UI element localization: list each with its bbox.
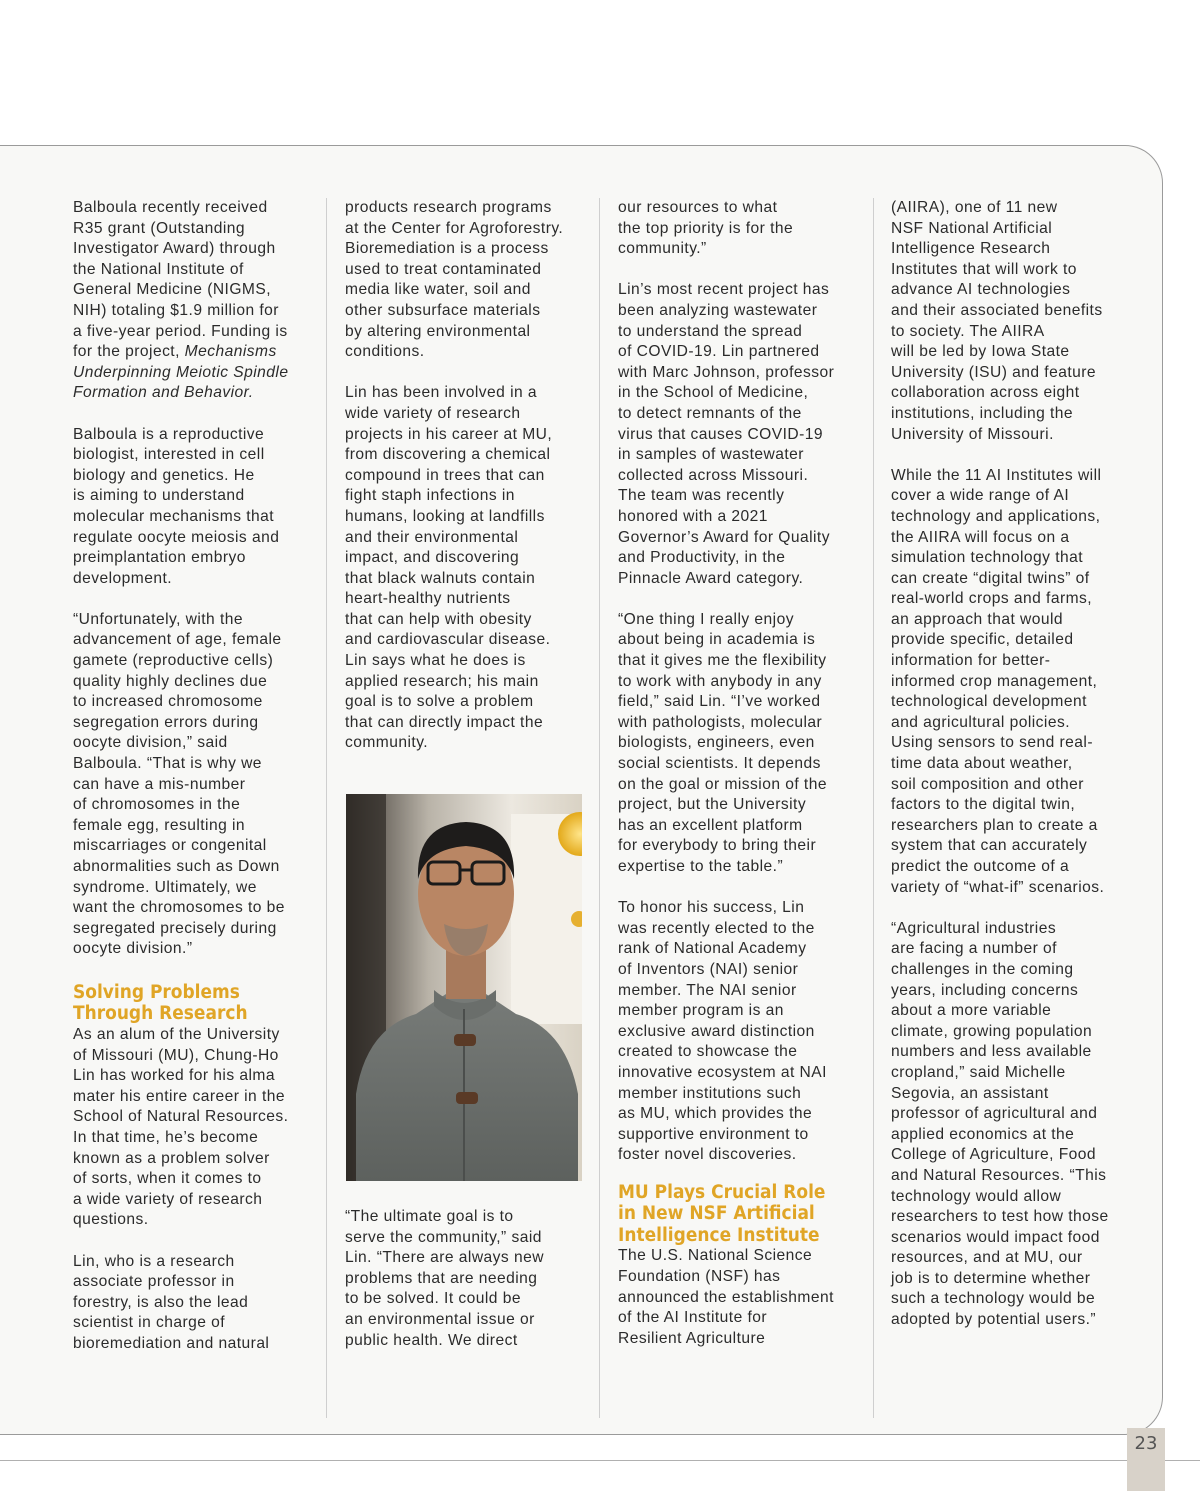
- text-line: and Natural Resources. “This: [891, 1166, 1107, 1184]
- text-line: job is to determine whether: [891, 1269, 1091, 1287]
- text-line: resources, and at MU, our: [891, 1249, 1083, 1267]
- text-line: real-world crops and farms,: [891, 590, 1093, 608]
- text-line: variety of “what-if” scenarios.: [891, 878, 1105, 896]
- text-line: for everybody to bring their: [618, 837, 817, 855]
- text-line: member. The NAI senior: [618, 981, 797, 999]
- text-line: advance AI technologies: [891, 281, 1071, 299]
- text-line: collaboration across eight: [891, 384, 1080, 402]
- text-line: for the project, Mechanisms: [73, 343, 277, 361]
- text-line: an approach that would: [891, 610, 1064, 628]
- text-line: announced the establishment: [618, 1288, 834, 1306]
- text-line: Pinnacle Award category.: [618, 569, 804, 587]
- text-line: conditions.: [345, 343, 425, 361]
- text-line: products research programs: [345, 199, 552, 216]
- section-heading: Solving Problems Through Research: [73, 981, 248, 1025]
- text-line: College of Agriculture, Food: [891, 1146, 1097, 1164]
- text-line: Institutes that will work to: [891, 260, 1077, 278]
- column-divider: [326, 198, 327, 1418]
- text-line: biologist, interested in cell: [73, 446, 265, 464]
- text-line: associate professor in: [73, 1273, 235, 1291]
- text-line: Lin has worked for his alma: [73, 1067, 275, 1085]
- text-line: wide variety of research: [345, 404, 521, 422]
- text-line: Lin has been involved in a: [345, 384, 538, 402]
- text-line: by altering environmental: [345, 322, 531, 340]
- text-line: molecular mechanisms that: [73, 507, 275, 525]
- text-line: Investigator Award) through: [73, 240, 276, 258]
- text-line: with pathologists, molecular: [618, 713, 823, 731]
- text-line: technology would allow: [891, 1187, 1062, 1205]
- text-line: has an excellent platform: [618, 816, 803, 834]
- text-line: of Missouri (MU), Chung-Ho: [73, 1046, 279, 1064]
- text-line: segregation errors during: [73, 713, 259, 731]
- text-line: innovative ecosystem at NAI: [618, 1063, 827, 1081]
- text-line: Balboula recently received: [73, 199, 268, 216]
- text-line: at the Center for Agroforestry.: [345, 219, 564, 237]
- page-number: 23: [1134, 1433, 1158, 1454]
- text-line: “The ultimate goal is to: [345, 1208, 514, 1225]
- text-line: applied economics at the: [891, 1125, 1075, 1143]
- paragraph: [345, 383, 585, 754]
- text-line: provide specific, detailed: [891, 631, 1074, 649]
- text-line: Governor’s Award for Quality: [618, 528, 830, 546]
- text-line: of sorts, when it comes to: [73, 1170, 262, 1188]
- text-line: numbers and less available: [891, 1043, 1092, 1061]
- text-line: simulation technology that: [891, 549, 1084, 567]
- text-line: While the 11 AI Institutes will: [891, 466, 1102, 484]
- text-line: supportive environment to: [618, 1125, 809, 1143]
- text-line: to understand the spread: [618, 322, 803, 340]
- text-line: scientist in charge of: [73, 1314, 226, 1332]
- text-line: Intelligence Research: [891, 240, 1051, 258]
- text-line: from discovering a chemical: [345, 446, 551, 464]
- text-line: advancement of age, female: [73, 631, 282, 649]
- text-line: the AIIRA will focus on a: [891, 528, 1070, 546]
- text-line: R35 grant (Outstanding: [73, 219, 245, 237]
- text-line: social scientists. It depends: [618, 755, 821, 773]
- text-line: and agricultural policies.: [891, 713, 1070, 731]
- text-line: to increased chromosome: [73, 693, 263, 711]
- text-line: oocyte division.”: [73, 940, 193, 958]
- text-line: Lin’s most recent project has: [618, 281, 830, 299]
- text-line: NIH) totaling $1.9 million for: [73, 301, 279, 319]
- text-line: compound in trees that can: [345, 466, 545, 484]
- text-line: honored with a 2021: [618, 507, 768, 525]
- text-line: Foundation (NSF) has: [618, 1268, 781, 1285]
- text-line: and their environmental: [345, 528, 519, 546]
- text-line: time data about weather,: [891, 755, 1073, 773]
- text-line: heart-healthy nutrients: [345, 590, 511, 608]
- text-line: Resilient Agriculture: [618, 1329, 766, 1347]
- text-line: about a more variable: [891, 1002, 1052, 1020]
- paragraph: [618, 1246, 858, 1349]
- text-line: of COVID-19. Lin partnered: [618, 343, 820, 361]
- text-line: segregated precisely during: [73, 919, 277, 937]
- text-line: School of Natural Resources.: [73, 1108, 289, 1126]
- text-line: technological development: [891, 693, 1087, 711]
- text-line: “One thing I really enjoy: [618, 610, 794, 628]
- paragraph: [73, 610, 313, 960]
- column-2: [345, 198, 585, 754]
- text-line: professor of agricultural and: [891, 1105, 1098, 1123]
- text-line: regulate oocyte meiosis and: [73, 528, 280, 546]
- text-line: oocyte division,” said: [73, 734, 228, 752]
- text-line: will be led by Iowa State: [891, 343, 1070, 361]
- text-line: and Productivity, in the: [618, 549, 786, 567]
- text-line: cover a wide range of AI: [891, 487, 1070, 505]
- text-line: was recently elected to the: [618, 919, 815, 937]
- text-line: applied research; his main: [345, 672, 539, 690]
- text-line: of the AI Institute for: [618, 1309, 768, 1327]
- text-line: about being in academia is: [618, 631, 816, 649]
- column-3: [618, 198, 858, 1349]
- text-line: goal is to solve a problem: [345, 693, 534, 711]
- paragraph: [891, 198, 1131, 445]
- text-line: bioremediation and natural: [73, 1334, 270, 1352]
- text-line: field,” said Lin. “I’ve worked: [618, 693, 821, 711]
- text-line: miscarriages or congenital: [73, 837, 267, 855]
- text-line: serve the community,” said: [345, 1228, 542, 1246]
- text-line: Lin, who is a research: [73, 1252, 235, 1270]
- text-line: that can help with obesity: [345, 610, 532, 628]
- text-line: our resources to what: [618, 199, 778, 216]
- text-line: Bioremediation is a process: [345, 240, 549, 258]
- text-line: informed crop management,: [891, 672, 1098, 690]
- text-line: University of Missouri.: [891, 425, 1054, 443]
- text-line: “Agricultural industries: [891, 919, 1057, 937]
- text-line: fight staph infections in: [345, 487, 515, 505]
- text-line: Balboula is a reproductive: [73, 425, 265, 443]
- text-line: syndrome. Ultimately, we: [73, 878, 257, 896]
- text-line: collected across Missouri.: [618, 466, 809, 484]
- text-line: member institutions such: [618, 1084, 802, 1102]
- text-line: project, but the University: [618, 796, 807, 814]
- text-line: that can directly impact the: [345, 713, 544, 731]
- text-line: exclusive award distinction: [618, 1022, 815, 1040]
- section-heading: MU Plays Crucial Role in New NSF Artificial Intelligence Institute: [618, 1181, 826, 1246]
- text-line: expertise to the table.”: [618, 858, 784, 875]
- text-line: Formation and Behavior.: [73, 384, 254, 402]
- text-line: of Inventors (NAI) senior: [618, 960, 799, 978]
- text-line: been analyzing wastewater: [618, 301, 818, 319]
- text-line: system that can accurately: [891, 837, 1088, 855]
- text-line: to society. The AIIRA: [891, 322, 1045, 340]
- text-line: as MU, which provides the: [618, 1105, 813, 1123]
- text-line: created to showcase the: [618, 1043, 798, 1061]
- text-line: an environmental issue or: [345, 1310, 535, 1328]
- paragraph: [618, 198, 858, 260]
- text-line: that black walnuts contain: [345, 569, 536, 587]
- text-line: virus that causes COVID-19: [618, 425, 823, 443]
- text-line: gamete (reproductive cells): [73, 652, 274, 670]
- text-line: such a technology would be: [891, 1290, 1096, 1308]
- text-line: climate, growing population: [891, 1022, 1093, 1040]
- column-divider: [873, 198, 874, 1418]
- text-line: To honor his success, Lin: [618, 899, 805, 917]
- text-line: rank of National Academy: [618, 940, 807, 958]
- text-line: a five-year period. Funding is: [73, 322, 288, 340]
- text-line: quality highly declines due: [73, 672, 268, 690]
- portrait-photo: [346, 794, 582, 1181]
- text-line: NSF National Artificial: [891, 219, 1053, 237]
- text-line: known as a problem solver: [73, 1149, 270, 1167]
- text-line: technology and applications,: [891, 507, 1101, 525]
- text-line: “Unfortunately, with the: [73, 610, 243, 628]
- text-line: (AIIRA), one of 11 new: [891, 199, 1058, 216]
- text-line: biologists, engineers, even: [618, 734, 815, 752]
- text-line: member program is an: [618, 1002, 784, 1020]
- text-line: is aiming to understand: [73, 487, 245, 505]
- paragraph: [891, 466, 1131, 898]
- text-line: researchers plan to create a: [891, 816, 1098, 834]
- text-line: adopted by potential users.”: [891, 1311, 1097, 1329]
- paragraph: [73, 1025, 313, 1231]
- text-line: impact, and discovering: [345, 549, 520, 567]
- text-line: community.: [345, 734, 429, 752]
- text-line: In that time, he’s become: [73, 1128, 259, 1146]
- text-line: public health. We direct: [345, 1331, 518, 1349]
- text-line: can have a mis-number: [73, 775, 246, 793]
- text-line: projects in his career at MU,: [345, 425, 553, 443]
- column-4: [891, 198, 1131, 1331]
- text-line: on the goal or mission of the: [618, 775, 827, 793]
- text-line: humans, looking at landfills: [345, 507, 545, 525]
- text-line: The U.S. National Science: [618, 1247, 813, 1265]
- text-line: The team was recently: [618, 487, 785, 505]
- text-line: development.: [73, 569, 173, 587]
- text-line: that it gives me the flexibility: [618, 652, 827, 670]
- text-line: and cardiovascular disease.: [345, 631, 551, 649]
- text-line: with Marc Johnson, professor: [618, 363, 835, 381]
- text-line: preimplantation embryo: [73, 549, 246, 567]
- text-line: challenges in the coming: [891, 960, 1074, 978]
- text-line: University (ISU) and feature: [891, 363, 1096, 381]
- text-line: cropland,” said Michelle: [891, 1063, 1066, 1081]
- text-line: soil composition and other: [891, 775, 1084, 793]
- text-line: foster novel discoveries.: [618, 1146, 797, 1164]
- text-line: predict the outcome of a: [891, 858, 1070, 875]
- column-1: [73, 198, 313, 1354]
- text-line: can create “digital twins” of: [891, 569, 1090, 587]
- paragraph: [618, 610, 858, 878]
- text-line: in samples of wastewater: [618, 446, 804, 464]
- text-line: Lin says what he does is: [345, 652, 526, 670]
- text-line: and their associated benefits: [891, 301, 1103, 319]
- text-line: factors to the digital twin,: [891, 796, 1076, 814]
- text-line: forestry, is also the lead: [73, 1293, 249, 1311]
- text-line: are facing a number of: [891, 940, 1057, 958]
- text-line: the top priority is for the: [618, 219, 794, 237]
- text-line: scenarios would impact food: [891, 1228, 1100, 1246]
- paragraph: [345, 198, 585, 363]
- text-line: Balboula. “That is why we: [73, 755, 262, 773]
- text-line: information for better-: [891, 652, 1051, 670]
- paragraph: [618, 280, 858, 589]
- text-line: to detect remnants of the: [618, 404, 802, 422]
- text-line: used to treat contaminated: [345, 260, 542, 278]
- column-divider: [599, 198, 600, 1418]
- text-line: a wide variety of research: [73, 1190, 263, 1208]
- text-line: Segovia, an assistant: [891, 1084, 1049, 1102]
- text-line: General Medicine (NIGMS,: [73, 281, 271, 299]
- paragraph: [73, 1252, 313, 1355]
- bottom-rule: [0, 1460, 1200, 1461]
- text-line: biology and genetics. He: [73, 466, 255, 484]
- text-line: other subsurface materials: [345, 301, 541, 319]
- text-line: community.”: [618, 240, 707, 258]
- text-line: to work with anybody in any: [618, 672, 822, 690]
- column-2-continued: [345, 1207, 585, 1351]
- text-line: Lin. “There are always new: [345, 1249, 544, 1267]
- paragraph: [891, 919, 1131, 1331]
- paragraph: [73, 425, 313, 590]
- paragraph: [618, 898, 858, 1166]
- text-line: years, including concerns: [891, 981, 1079, 999]
- text-line: researchers to test how those: [891, 1208, 1109, 1226]
- paragraph: [345, 1207, 585, 1351]
- text-line: mater his entire career in the: [73, 1087, 285, 1105]
- text-line: abnormalities such as Down: [73, 858, 280, 875]
- text-line: problems that are needing: [345, 1269, 538, 1287]
- text-line: questions.: [73, 1211, 149, 1229]
- text-line: media like water, soil and: [345, 281, 531, 299]
- text-line: in the School of Medicine,: [618, 384, 809, 402]
- text-line: the National Institute of: [73, 260, 244, 278]
- text-line: of chromosomes in the: [73, 796, 241, 814]
- text-line: female egg, resulting in: [73, 816, 246, 834]
- text-line: want the chromosomes to be: [73, 899, 285, 917]
- text-line: As an alum of the University: [73, 1025, 280, 1043]
- text-line: Using sensors to send real-: [891, 734, 1093, 752]
- text-line: Underpinning Meiotic Spindle: [73, 363, 289, 381]
- text-line: institutions, including the: [891, 404, 1074, 422]
- paragraph: [73, 198, 313, 342]
- text-line: to be solved. It could be: [345, 1290, 521, 1308]
